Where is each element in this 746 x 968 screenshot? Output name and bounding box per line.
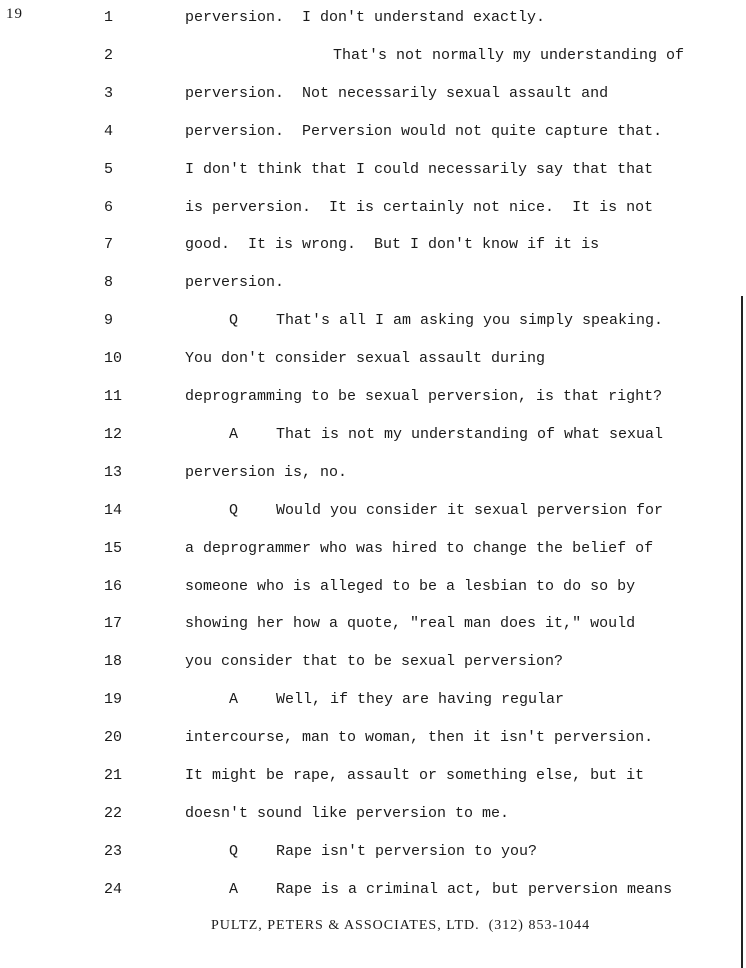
line-number: 19	[104, 691, 123, 709]
line-text	[185, 385, 662, 409]
transcript-line	[0, 44, 746, 68]
line-text	[185, 233, 599, 257]
line-number: 2	[104, 46, 114, 64]
line-text	[229, 499, 663, 523]
line-content: someone who is alleged to be a lesbian to do so by	[185, 577, 636, 595]
line-number: 10	[104, 350, 123, 368]
line-text	[185, 6, 545, 30]
transcript-line	[0, 764, 746, 788]
line-content: It might be rape, assault or something else, but it	[185, 767, 645, 784]
transcript-line	[0, 726, 746, 750]
line-content: That is not my understanding of what sexual	[276, 425, 664, 443]
line-content: deprogramming to be sexual perversion, is that right?	[185, 388, 663, 405]
line-text	[185, 120, 662, 144]
line-content: That's all I am asking you simply speaking.	[276, 312, 664, 330]
transcript-line	[0, 575, 746, 599]
transcript-line	[0, 347, 746, 371]
line-text	[185, 650, 563, 674]
transcript-line	[0, 802, 746, 826]
line-content: good. It is wrong. But I don't know if it is	[185, 236, 600, 254]
line-text	[185, 196, 653, 220]
transcript-line	[0, 158, 746, 182]
line-number: 4	[104, 122, 114, 140]
line-text	[185, 764, 644, 788]
transcript-line	[0, 6, 746, 30]
line-content: you consider that to be sexual perversion?	[185, 653, 564, 671]
line-text	[185, 612, 635, 636]
line-number: 7	[104, 236, 114, 254]
transcript-line	[0, 688, 746, 712]
margin-rule-upper	[741, 296, 743, 346]
transcript-line	[0, 461, 746, 485]
page-number: 19	[6, 6, 23, 22]
line-text	[229, 423, 663, 447]
transcript-line	[0, 423, 746, 447]
transcript-line	[0, 537, 746, 561]
line-number: 6	[104, 198, 114, 216]
line-number: 17	[104, 615, 123, 633]
line-text	[185, 726, 653, 750]
line-text	[229, 309, 663, 333]
line-text	[185, 347, 545, 371]
court-reporter-footer: PULTZ, PETERS & ASSOCIATES, LTD. (312) 853-1044	[211, 918, 591, 933]
transcript-line	[0, 309, 746, 333]
line-number: 14	[104, 501, 123, 519]
line-content: a deprogrammer who was hired to change the belief of	[185, 539, 654, 557]
line-text	[185, 461, 347, 485]
line-text	[185, 537, 653, 561]
transcript-line	[0, 271, 746, 295]
line-text	[229, 878, 672, 902]
margin-rule-lower	[741, 346, 743, 968]
line-number: 12	[104, 425, 123, 443]
line-text	[229, 688, 564, 712]
transcript-line	[0, 120, 746, 144]
line-content: doesn't sound like perversion to me.	[185, 804, 510, 822]
line-number: 20	[104, 729, 123, 747]
speaker-label: A	[229, 691, 239, 709]
line-text	[185, 575, 635, 599]
line-content: Would you consider it sexual perversion for	[276, 501, 664, 519]
line-text	[185, 82, 608, 106]
transcript-line	[0, 878, 746, 902]
line-content: perversion. I don't understand exactly.	[185, 9, 546, 26]
line-number: 8	[104, 274, 114, 292]
line-content: Rape isn't perversion to you?	[276, 842, 538, 860]
line-number: 1	[104, 9, 114, 26]
line-number: 22	[104, 804, 123, 822]
transcript-line	[0, 385, 746, 409]
line-content: perversion.	[185, 274, 285, 292]
speaker-label: Q	[229, 312, 239, 330]
transcript-line	[0, 840, 746, 864]
line-content: You don't consider sexual assault during	[185, 350, 546, 368]
line-content: That's not normally my understanding of	[333, 46, 685, 64]
line-text	[185, 802, 509, 826]
line-content: Well, if they are having regular	[276, 691, 565, 709]
line-content: perversion. Not necessarily sexual assault and	[185, 84, 609, 102]
line-content: I don't think that I could necessarily say that that	[185, 160, 654, 178]
transcript-line	[0, 499, 746, 523]
line-number: 13	[104, 463, 123, 481]
line-text	[185, 271, 284, 295]
line-content: intercourse, man to woman, then it isn't perversion.	[185, 729, 654, 747]
line-number: 18	[104, 653, 123, 671]
line-number: 15	[104, 539, 123, 557]
line-content: Rape is a criminal act, but perversion means	[276, 880, 673, 898]
line-number: 9	[104, 312, 114, 330]
line-text	[229, 840, 537, 864]
line-number: 3	[104, 84, 114, 102]
line-number: 5	[104, 160, 114, 178]
line-content: perversion. Perversion would not quite capture that.	[185, 122, 663, 140]
transcript-line	[0, 196, 746, 220]
transcript-line	[0, 82, 746, 106]
transcript-line	[0, 612, 746, 636]
transcript-line	[0, 233, 746, 257]
speaker-label: Q	[229, 842, 239, 860]
line-number: 24	[104, 880, 123, 898]
line-number: 11	[104, 388, 123, 405]
speaker-label: Q	[229, 501, 239, 519]
speaker-label: A	[229, 425, 239, 443]
line-number: 23	[104, 842, 123, 860]
line-text	[333, 44, 684, 68]
line-content: is perversion. It is certainly not nice. It is not	[185, 198, 654, 216]
line-content: perversion is, no.	[185, 463, 348, 481]
line-number: 16	[104, 577, 123, 595]
speaker-label: A	[229, 880, 239, 898]
transcript-line	[0, 650, 746, 674]
line-number: 21	[104, 767, 123, 784]
line-content: showing her how a quote, "real man does it," would	[185, 615, 636, 633]
line-text	[185, 158, 653, 182]
